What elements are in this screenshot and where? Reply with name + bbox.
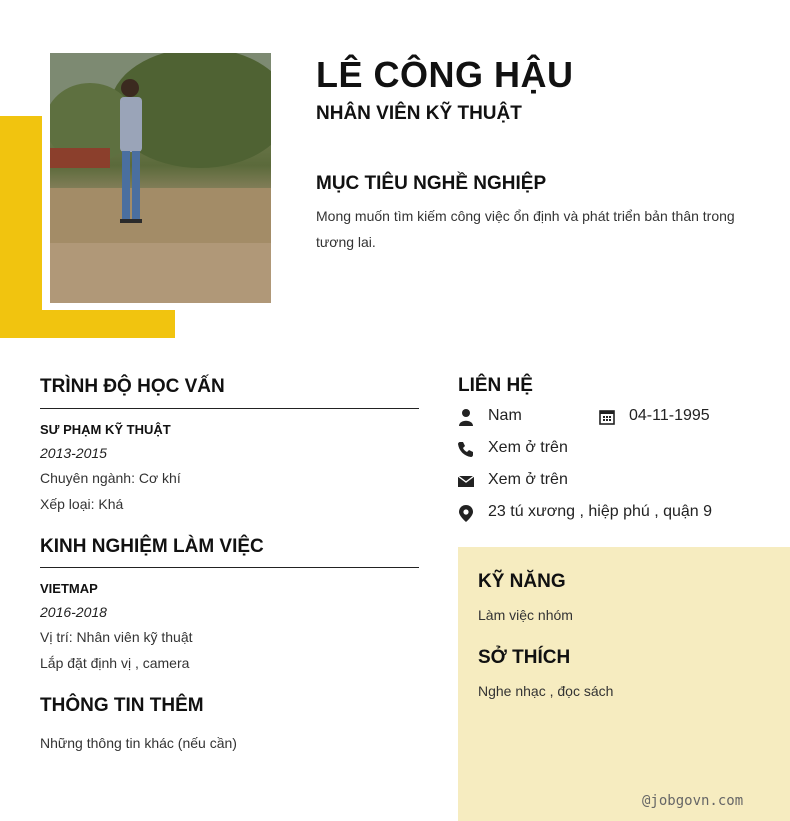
extra-title: THÔNG TIN THÊM [40, 695, 204, 716]
experience-divider [40, 567, 419, 568]
experience-title: KINH NGHIỆM LÀM VIỆC [40, 536, 264, 557]
phone-icon [457, 440, 475, 458]
contact-title: LIÊN HỆ [458, 375, 533, 396]
calendar-icon [598, 408, 616, 426]
contact-address: 23 tú xương , hiệp phú , quận 9 [488, 503, 713, 520]
contact-phone: Xem ở trên [488, 439, 568, 456]
skills-title: KỸ NĂNG [478, 571, 566, 592]
hobbies-title: SỞ THÍCH [478, 647, 571, 668]
experience-task: Lắp đặt định vị , camera [40, 655, 190, 671]
accent-bar [0, 310, 175, 338]
person-icon [457, 408, 475, 426]
mail-icon [457, 472, 475, 490]
location-pin-icon [457, 504, 475, 522]
contact-birthday: 04-11-1995 [629, 407, 710, 424]
candidate-name: LÊ CÔNG HẬU [316, 54, 574, 95]
experience-position: Vị trí: Nhân viên kỹ thuật [40, 629, 193, 645]
candidate-role: NHÂN VIÊN KỸ THUẬT [316, 103, 522, 124]
experience-company: VIETMAP [40, 581, 98, 596]
extra-text: Những thông tin khác (nếu cần) [40, 735, 237, 751]
skills-text: Làm việc nhóm [478, 607, 573, 623]
education-divider [40, 408, 419, 409]
contact-gender: Nam [488, 407, 522, 424]
education-major: Chuyên ngành: Cơ khí [40, 470, 181, 486]
accent-block [0, 116, 42, 338]
education-grade: Xếp loại: Khá [40, 496, 124, 512]
experience-years: 2016-2018 [40, 604, 107, 620]
education-years: 2013-2015 [40, 445, 107, 461]
education-school: SƯ PHẠM KỸ THUẬT [40, 422, 171, 437]
contact-email: Xem ở trên [488, 471, 568, 488]
watermark: @jobgovn.com [642, 793, 744, 809]
hobbies-text: Nghe nhạc , đọc sách [478, 683, 614, 699]
education-title: TRÌNH ĐỘ HỌC VẤN [40, 376, 225, 397]
objective-text: Mong muốn tìm kiếm công việc ổn định và phát triển bản thân trong tương lai. [316, 208, 735, 250]
profile-photo [50, 53, 271, 303]
objective-title: MỤC TIÊU NGHỀ NGHIỆP [316, 173, 547, 194]
